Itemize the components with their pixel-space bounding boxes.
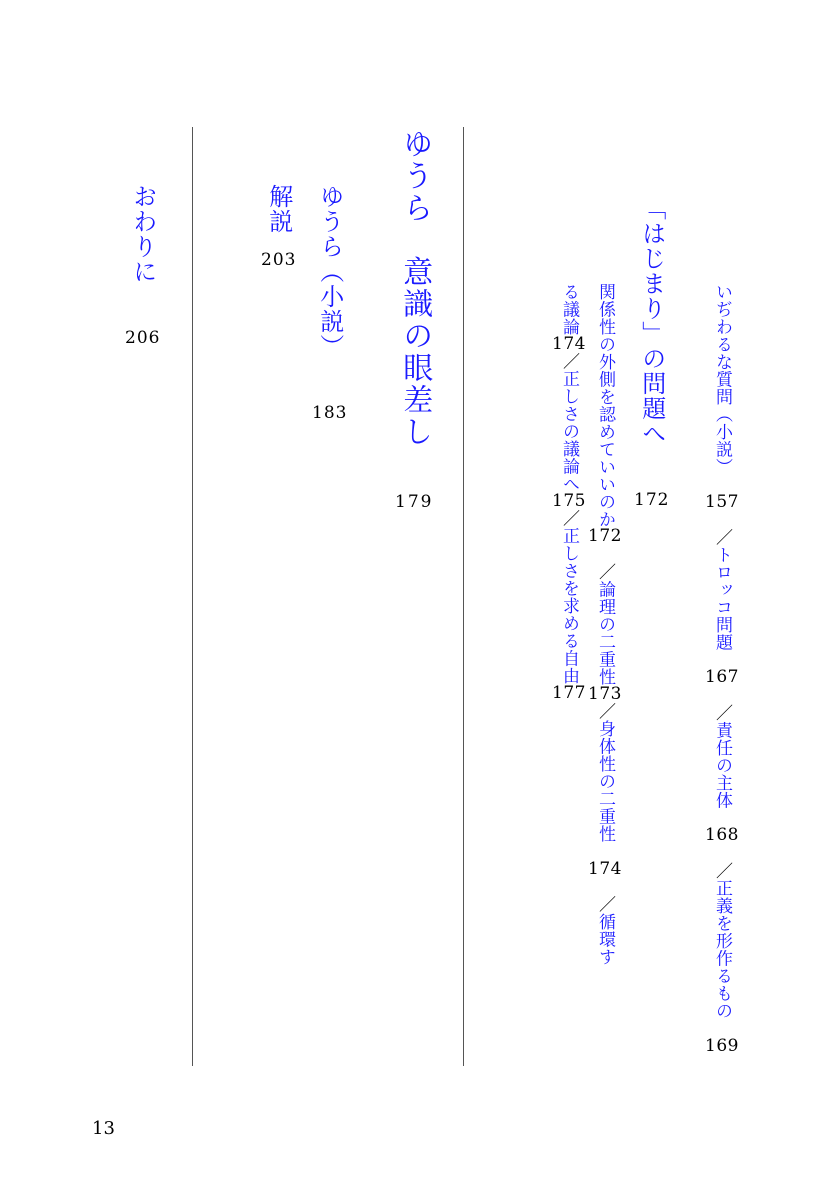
separator: ／: [558, 352, 579, 370]
page-number: 173: [588, 683, 622, 704]
toc-link-kaisetsu[interactable]: 解説: [264, 184, 293, 234]
toc-column-5: [395, 128, 433, 511]
toc-column-8: [125, 184, 160, 347]
divider-line-left: [192, 127, 193, 1066]
page-number: 172: [634, 490, 670, 510]
page-number: 177: [552, 682, 586, 703]
toc-link-tadashisa-jiyu[interactable]: 正しさを求める自由: [558, 527, 579, 685]
page-footer-number: 13: [92, 1118, 115, 1139]
page-number: 174: [588, 858, 622, 879]
toc-link-ronri[interactable]: 論理の二重性: [594, 580, 615, 686]
page-number: 174: [552, 333, 586, 354]
separator: ／: [558, 509, 579, 527]
toc-column-7: [261, 184, 296, 269]
page-number: 157: [705, 491, 739, 512]
separator: ／: [711, 528, 732, 546]
page-number: 167: [705, 667, 739, 687]
page-number: 203: [261, 250, 297, 270]
toc-link-junkan[interactable]: 循環す: [594, 913, 615, 966]
separator: ／: [594, 563, 615, 581]
divider-line-right: [463, 127, 464, 1066]
toc-column-6: [312, 184, 347, 422]
toc-link-yura-ishiki[interactable]: ゆうら 意識の眼差し: [397, 128, 433, 448]
page-number: 206: [125, 328, 161, 348]
toc-column-4: [552, 283, 586, 702]
toc-link-ijiwaru[interactable]: いぢわるな質問（小説）: [711, 283, 732, 476]
page-number: 183: [312, 403, 348, 423]
toc-link-sekinin[interactable]: 責任の主体: [711, 721, 732, 809]
toc-column-1: [705, 283, 739, 1055]
page-number: 172: [588, 526, 622, 546]
toc-link-kankeisei[interactable]: 関係性の外側を認めていいのか: [594, 283, 615, 528]
page-number: 179: [395, 492, 434, 512]
page-number: 175: [552, 490, 586, 511]
toc-link-hajimari[interactable]: 「はじまり」の問題へ: [637, 196, 666, 446]
separator: ／: [594, 895, 615, 913]
separator: ／: [711, 704, 732, 722]
toc-column-2: [634, 196, 669, 509]
toc-link-tadashisa-giron[interactable]: 正しさの議論へ: [558, 370, 579, 493]
toc-link-yura-novel[interactable]: ゆうら（小説）: [315, 184, 344, 359]
page-number: 168: [705, 825, 739, 845]
toc-column-3: [588, 283, 622, 966]
page-number: 169: [705, 1035, 739, 1056]
toc-link-seigi[interactable]: 正義を形作るもの: [711, 879, 732, 1020]
toc-link-trolley[interactable]: トロッコ問題: [711, 546, 732, 651]
toc-link-owarini[interactable]: おわりに: [128, 184, 157, 284]
separator: ／: [711, 862, 732, 880]
toc-link-junkan-cont[interactable]: る議論: [558, 283, 579, 336]
separator: ／: [594, 702, 615, 720]
toc-link-shintaisei[interactable]: 身体性の二重性: [594, 720, 615, 843]
